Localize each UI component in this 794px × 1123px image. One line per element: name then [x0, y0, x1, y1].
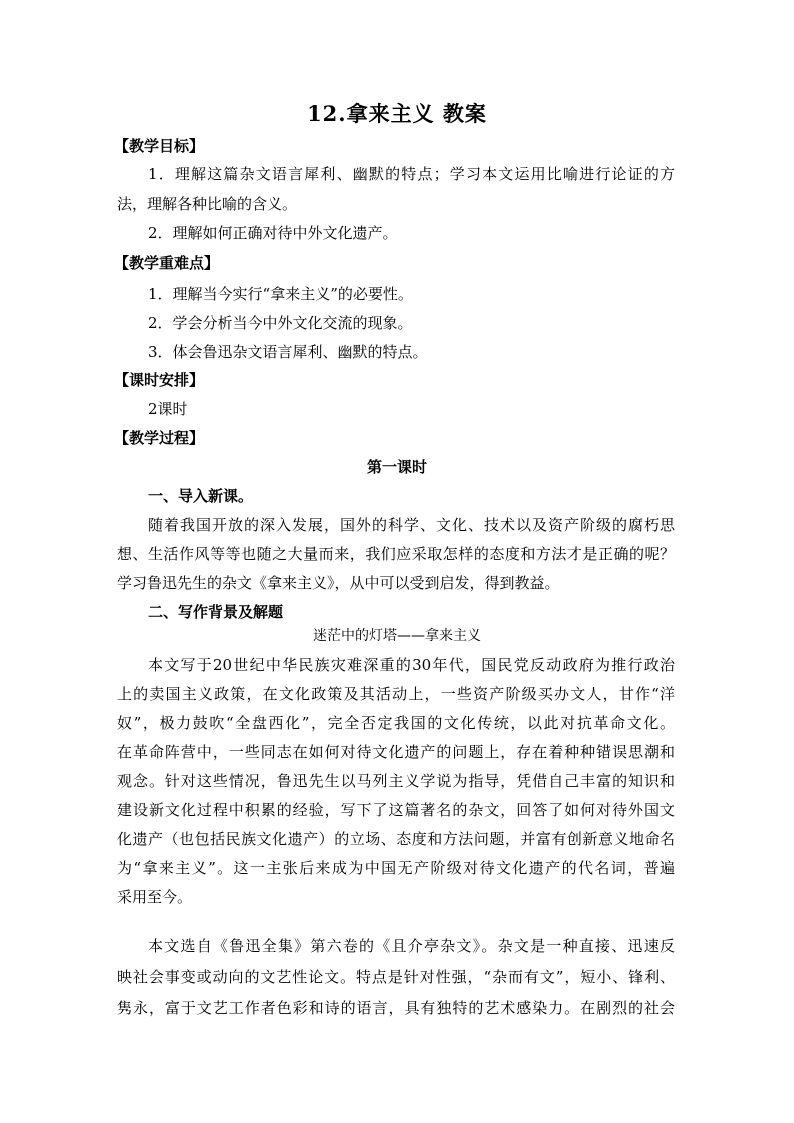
section-heading-process: 【教学过程】 — [114, 429, 205, 447]
paragraph-1-line: 奴”，极力鼓吹“全盘西化”，完全否定我国的文化传统，以此对抗革命文化。 — [117, 714, 675, 732]
paragraph-1-line: 建设新文化过程中积累的经验，写下了这篇著名的杂文，回答了如何对待外国文 — [117, 801, 675, 819]
section-heading-schedule: 【课时安排】 — [114, 371, 205, 389]
key-point-item-2: 2．学会分析当今中外文化交流的现象。 — [148, 314, 413, 332]
schedule-value: 2课时 — [148, 400, 188, 418]
paragraph-1-line: 化遗产（也包括民族文化遗产）的立场、态度和方法问题，并富有创新意义地命名 — [117, 830, 675, 848]
objective-item-2: 2．理解如何正确对待中外文化遗产。 — [148, 224, 398, 242]
part-2-subtitle: 迷茫中的灯塔——拿来主义 — [313, 628, 481, 644]
paragraph-1-line: 上的卖国主义政策，在文化政策及其活动上，一些资产阶级买办文人，甘作“洋 — [117, 685, 675, 703]
key-point-item-1: 1．理解当今实行“拿来主义”的必要性。 — [148, 285, 413, 303]
part-1-line: 学习鲁迅先生的杂文《拿来主义》，从中可以受到启发，得到教益。 — [117, 574, 560, 592]
part-1-heading: 一、导入新课。 — [148, 487, 254, 505]
paragraph-1-line: 本文写于20世纪中华民族灾难深重的30年代，国民党反动政府为推行政治 — [148, 656, 675, 674]
part-1-line: 想、生活作风等等也随之大量而来，我们应采取怎样的态度和方法才是正确的呢？ — [117, 545, 675, 563]
document-title: 12.拿来主义 教案 — [307, 101, 487, 126]
paragraph-2-line: 本文选自《鲁迅全集》第六卷的《且介亭杂文》。杂文是一种直接、迅速反 — [148, 937, 675, 955]
objective-item-1-line-1: 1．理解这篇杂文语言犀利、幽默的特点；学习本文运用比喻进行论证的方 — [148, 165, 675, 183]
key-point-item-3: 3．体会鲁迅杂文语言犀利、幽默的特点。 — [148, 343, 428, 361]
section-heading-objectives: 【教学目标】 — [114, 137, 205, 155]
part-2-heading: 二、写作背景及解题 — [148, 603, 284, 621]
paragraph-1-line: 在革命阵营中，一些同志在如何对待文化遗产的问题上，存在着种种错误思潮和 — [117, 743, 675, 761]
paragraph-2-line: 隽永，富于文艺工作者色彩和诗的语言，具有独特的艺术感染力。在剧烈的社会 — [117, 999, 675, 1017]
lesson-title: 第一课时 — [366, 458, 427, 476]
paragraph-2-line: 映社会事变或动向的文艺性论文。特点是针对性强，“杂而有文”，短小、锋利、 — [117, 968, 675, 986]
paragraph-1-line: 采用至今。 — [117, 888, 193, 906]
section-heading-key-points: 【教学重难点】 — [114, 254, 220, 272]
objective-item-1-line-2: 法，理解各种比喻的含义。 — [117, 195, 298, 213]
paragraph-1-line: 观念。针对这些情况，鲁迅先生以马列主义学说为指导，凭借自己丰富的知识和 — [117, 772, 675, 790]
part-1-line: 随着我国开放的深入发展，国外的科学、文化、技术以及资产阶级的腐朽思 — [148, 516, 675, 534]
paragraph-1-line: 为“拿来主义”。这一主张后来成为中国无产阶级对待文化遗产的代名词，普遍 — [117, 859, 675, 877]
